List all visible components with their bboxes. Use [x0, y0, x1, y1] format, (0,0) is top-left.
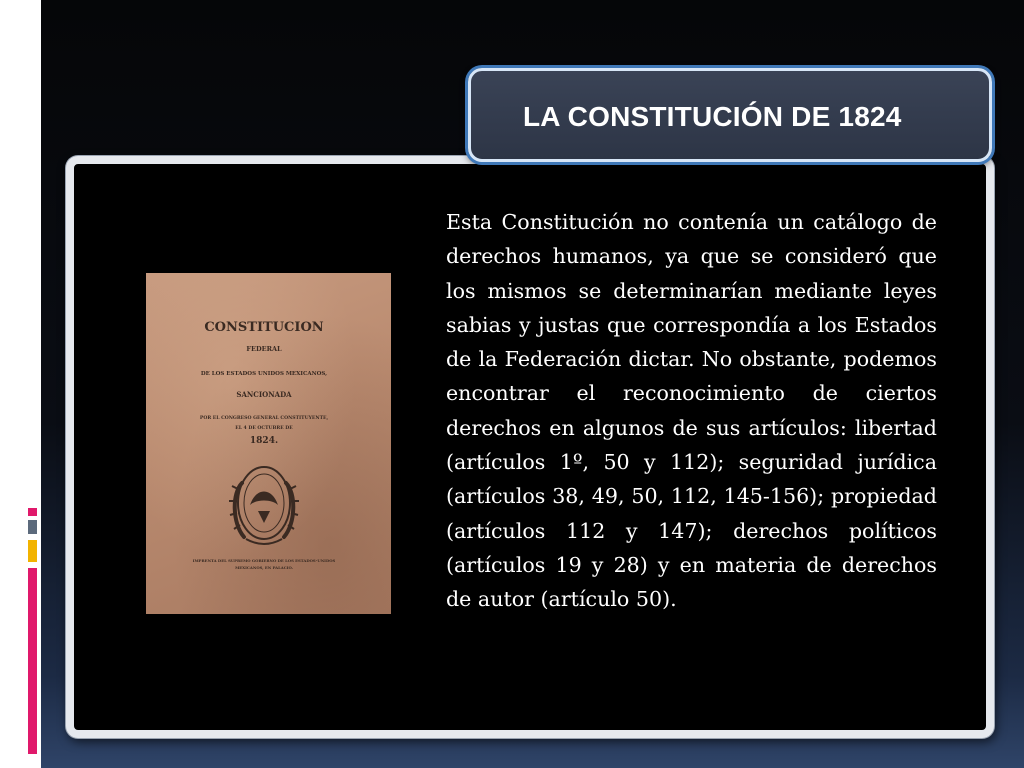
cover-line-federal: FEDERAL: [246, 345, 282, 353]
cover-year: 1824.: [249, 436, 279, 446]
left-accent-strip: [0, 0, 41, 768]
cover-line-sancionada: SANCIONADA: [236, 390, 292, 399]
cover-line-congress: POR EL CONGRESO GENERAL CONSTITUYENTE,: [199, 416, 329, 421]
mexican-coat-of-arms-icon: [229, 467, 299, 544]
title-box: [468, 68, 992, 162]
accent-bar-pink-top: [28, 508, 37, 516]
cover-imprint-line-1: IMPRENTA DEL SUPREMO GOBIERNO DE LOS ESTADOS-UNIDOS: [192, 558, 336, 563]
slide-body-text: Esta Constitución no contenía un catálogo de derechos humanos, ya que se consideró que los mismos se determinarían mediante leyes sabias y justas que correspondía a los Estados de la Federación dictar. No obstante, podemos encontrar el reconocimiento de ciertos derechos en algunos de sus artículos: libertad (artículos 1º, 50 y 112); seguridad jurídica (artículos 38, 49, 50, 112, 145-156); propiedad (artículos 112 y 147); derechos políticos (artículos 19 y 28) y en materia de derechos de autor (artículo 50).: [446, 210, 937, 612]
accent-bar-gray: [28, 520, 37, 534]
cover-imprint-line-2: MEXICANOS, EN PALACIO.: [235, 565, 293, 570]
slide-title: LA CONSTITUCIÓN DE 1824: [523, 101, 902, 132]
cover-line-date: EL 4 DE OCTUBRE DE: [235, 426, 293, 431]
constitution-cover-image: [146, 273, 391, 614]
constitution-cover-art: [146, 273, 391, 614]
accent-bar-pink-long: [28, 568, 37, 754]
accent-bar-yellow: [28, 540, 37, 562]
cover-line-states: DE LOS ESTADOS UNIDOS MEXICANOS,: [200, 371, 328, 377]
cover-heading: CONSTITUCION: [204, 320, 324, 335]
